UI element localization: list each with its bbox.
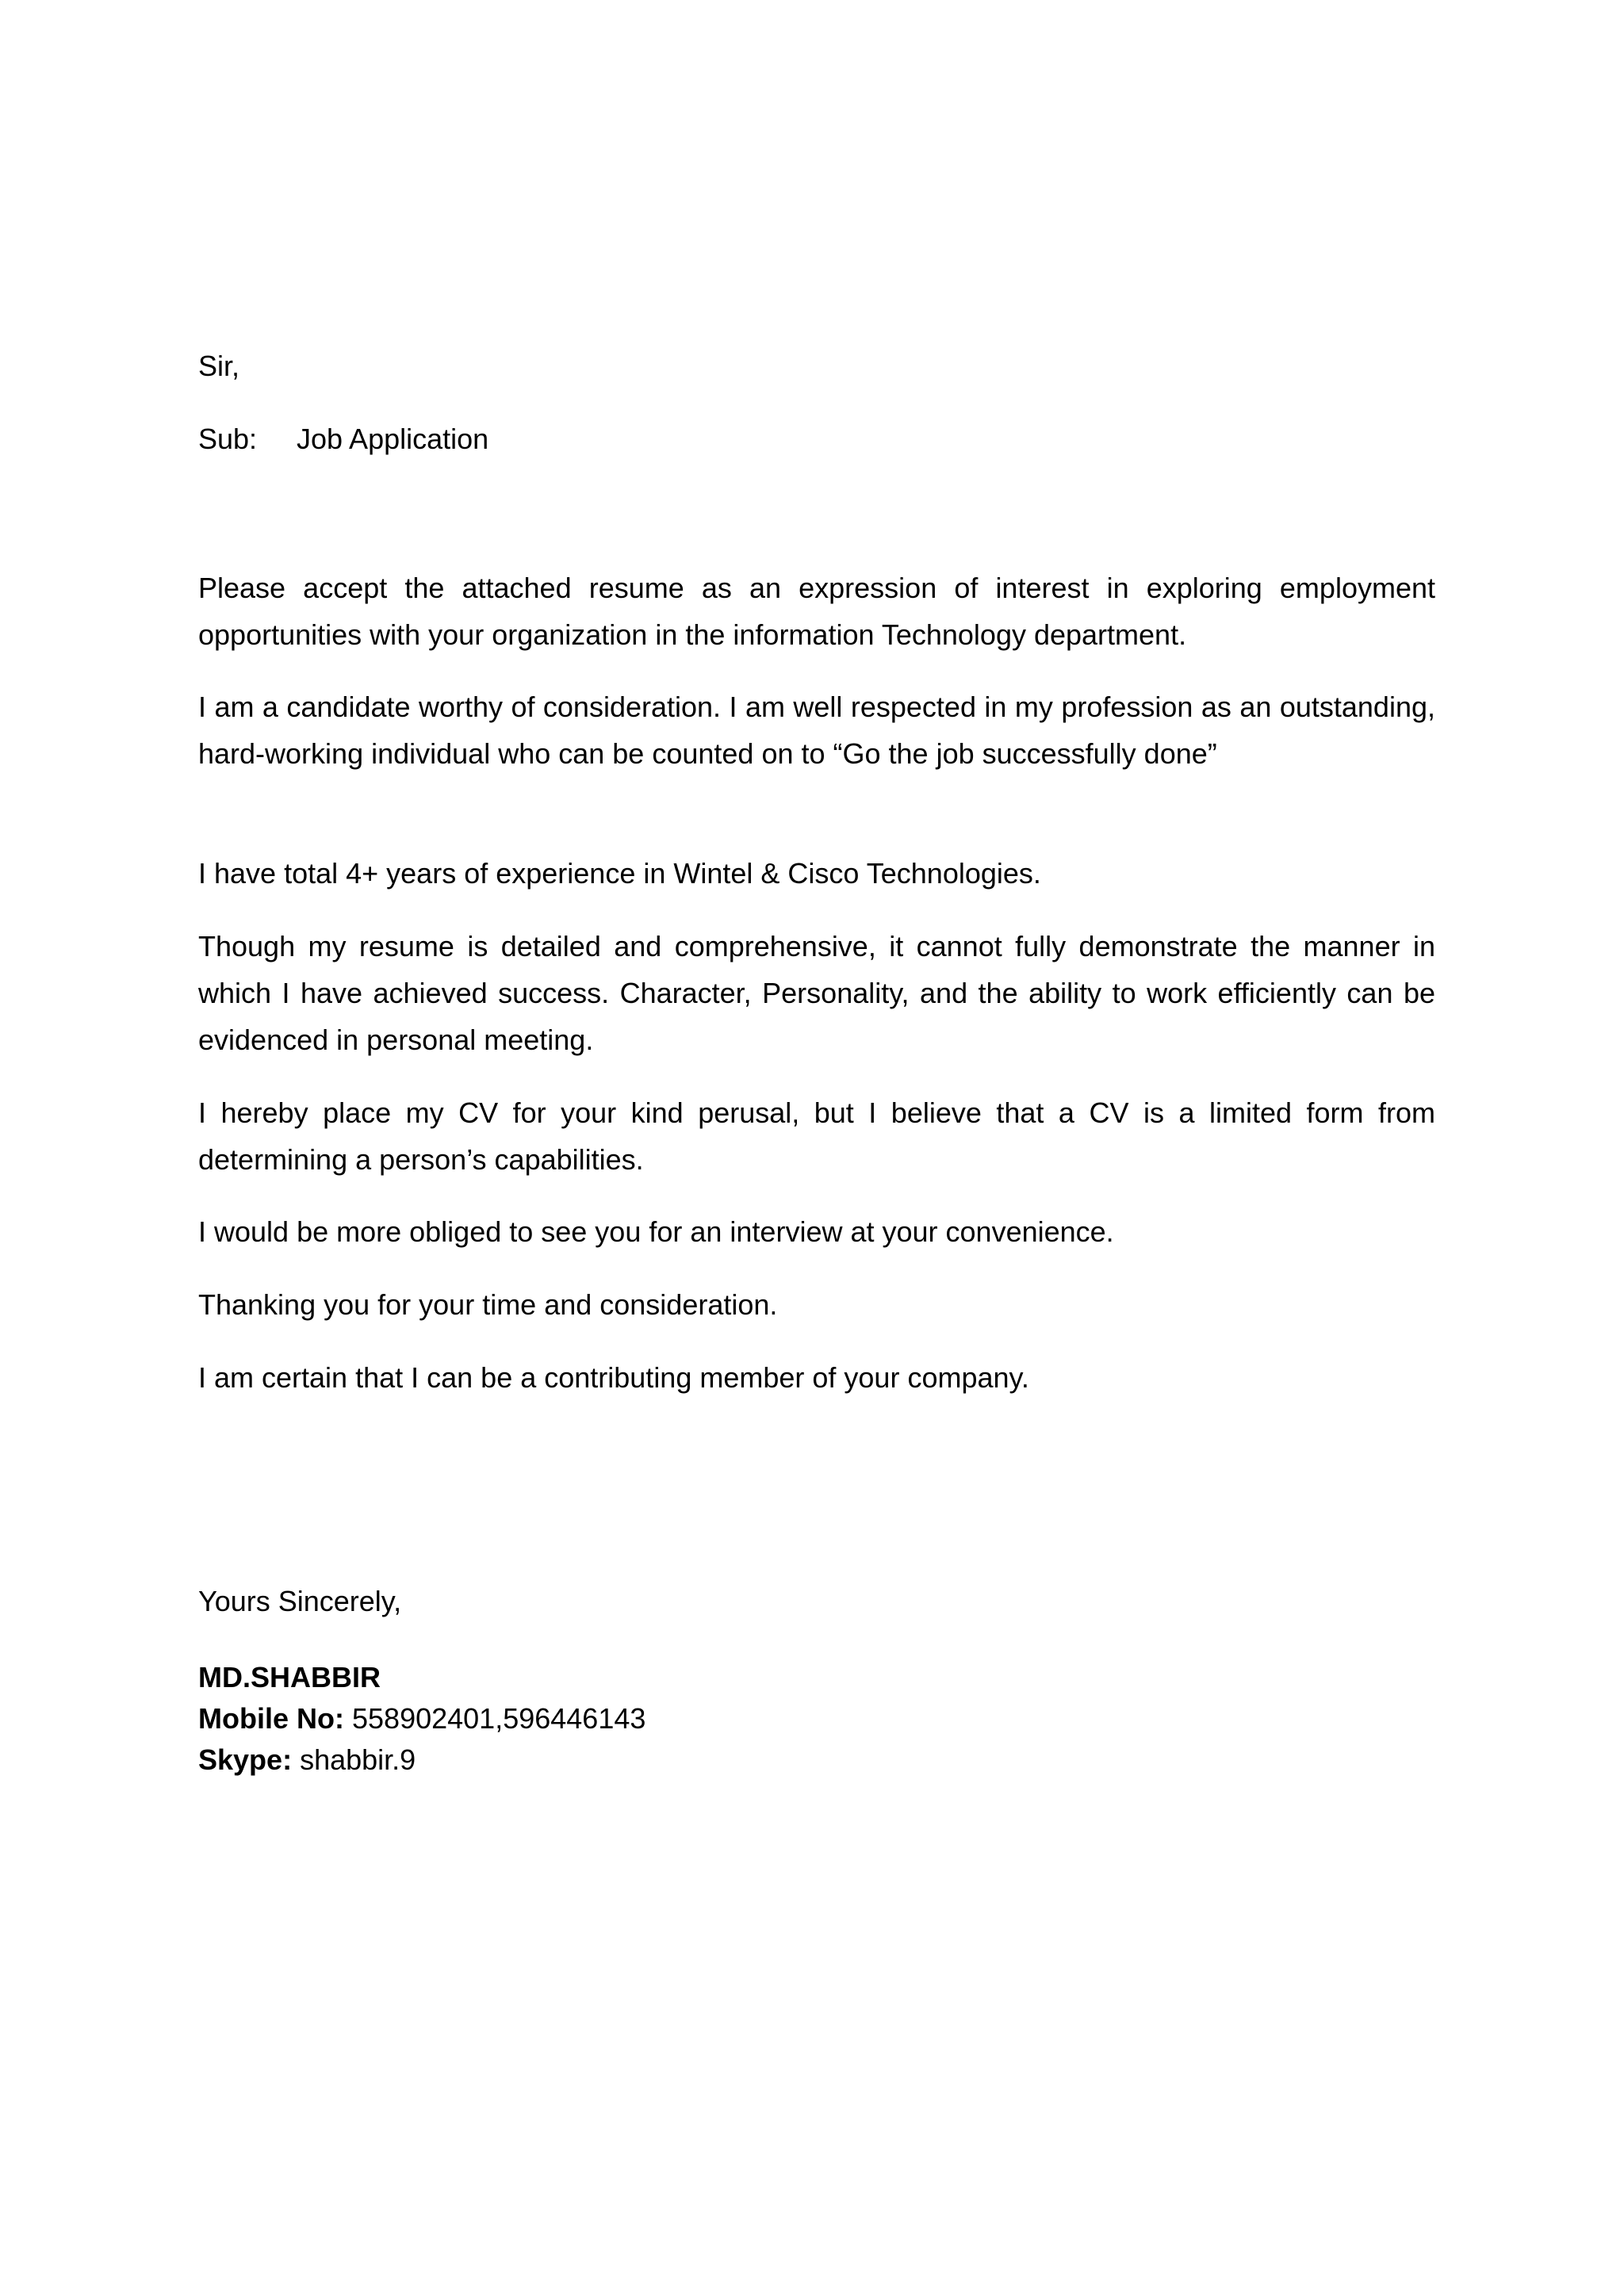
paragraph-8: I am certain that I can be a contributing member of your company. bbox=[198, 1361, 1029, 1394]
mobile-value: 558902401,596446143 bbox=[352, 1702, 646, 1735]
paragraph-3: I have total 4+ years of experience in Wintel & Cisco Technologies. bbox=[198, 857, 1041, 890]
paragraph-1: Please accept the attached resume as an expression of interest in exploring employment opportunities with your organization in the information Technology department. bbox=[198, 572, 1435, 651]
subject-label: Sub: bbox=[198, 423, 258, 455]
mobile-line bbox=[198, 1698, 1435, 1739]
closing: Yours Sincerely, bbox=[198, 1585, 402, 1617]
paragraph-5: I hereby place my CV for your kind perusal, but I believe that a CV is a limited form from determining a person’s capabilities. bbox=[198, 1096, 1435, 1176]
signature-block bbox=[198, 1657, 1435, 1781]
salutation: Sir, bbox=[198, 350, 240, 382]
paragraph-6: I would be more obliged to see you for an interview at your convenience. bbox=[198, 1215, 1114, 1248]
skype-value: shabbir.9 bbox=[300, 1743, 416, 1776]
paragraph-7: Thanking you for your time and consideration. bbox=[198, 1288, 778, 1321]
subject-text: Job Application bbox=[297, 423, 489, 455]
signature-name: MD.SHABBIR bbox=[198, 1661, 381, 1693]
mobile-label: Mobile No: bbox=[198, 1702, 344, 1735]
paragraph-4: Though my resume is detailed and comprehensive, it cannot fully demonstrate the manner in which I have achieved success. Character, Personality, and the ability to work efficiently can be evidenced in personal meeting. bbox=[198, 930, 1435, 1056]
paragraph-2: I am a candidate worthy of consideration. I am well respected in my profession as an outstanding, hard-working individual who can be counted on to “Go the job successfully done” bbox=[198, 691, 1435, 770]
subject-line bbox=[198, 415, 1435, 462]
skype-line bbox=[198, 1739, 1435, 1781]
skype-label: Skype: bbox=[198, 1743, 293, 1776]
